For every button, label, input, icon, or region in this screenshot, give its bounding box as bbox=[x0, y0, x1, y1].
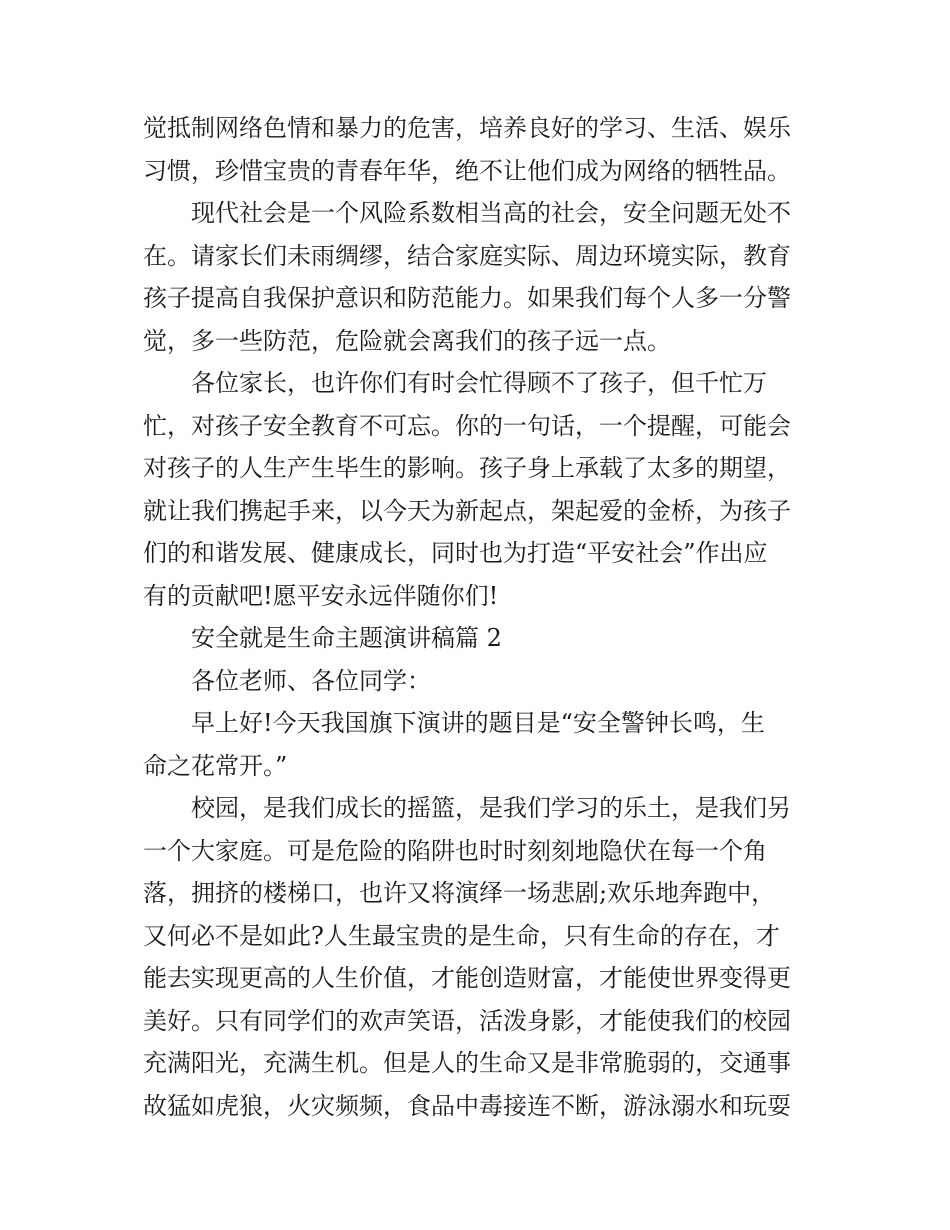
text-line: 能去实现更高的人生价值，才能创造财富，才能使世界变得更 bbox=[143, 964, 791, 992]
text-line: 觉，多一些防范，危险就会离我们的孩子远一点。 bbox=[143, 326, 671, 355]
text-line: 各位家长，也许你们有时会忙得顾不了孩子，但千忙万 bbox=[191, 369, 767, 397]
text-line: 忙，对孩子安全教育不可忘。你的一句话，一个提醒，可能会 bbox=[143, 411, 791, 440]
text-line: 一个大家庭。可是危险的陷阱也时时刻刻地隐伏在每一个角 bbox=[143, 836, 767, 865]
text-line: 们的和谐发展、健康成长，同时也为打造“平安社会”作出应 bbox=[143, 539, 768, 567]
text-line: 习惯，珍惜宝贵的青春年华，绝不让他们成为网络的牺牲品。 bbox=[143, 156, 791, 185]
section-heading: 安全就是生命主题演讲稿篇 2 bbox=[191, 624, 502, 652]
text-line: 又何必不是如此?人生最宝贵的是生命，只有生命的存在，才 bbox=[143, 921, 780, 950]
text-line: 充满阳光，充满生机。但是人的生命又是非常脆弱的，交通事 bbox=[143, 1049, 791, 1077]
text-line: 对孩子的人生产生毕生的影响。孩子身上承载了太多的期望， bbox=[143, 454, 791, 482]
text-line: 校园，是我们成长的摇篮，是我们学习的乐土，是我们另 bbox=[191, 794, 791, 822]
text-line: 有的贡献吧!愿平安永远伴随你们! bbox=[143, 581, 499, 610]
text-line: 孩子提高自我保护意识和防范能力。如果我们每个人多一分警 bbox=[143, 284, 791, 312]
text-line: 早上好!今天我国旗下演讲的题目是“安全警钟长鸣，生 bbox=[191, 709, 765, 737]
text-line: 故猛如虎狼，火灾频频，食品中毒接连不断，游泳溺水和玩耍 bbox=[143, 1091, 791, 1120]
salutation: 各位老师、各位同学： bbox=[191, 666, 431, 695]
text-line: 落，拥挤的楼梯口，也许又将演绎一场悲剧;欢乐地奔跑中， bbox=[143, 879, 776, 907]
document-body bbox=[143, 107, 813, 1127]
text-line: 现代社会是一个风险系数相当高的社会，安全问题无处不 bbox=[191, 199, 791, 227]
text-line: 命之花常开。” bbox=[143, 751, 288, 780]
text-line: 美好。只有同学们的欢声笑语，活泼身影，才能使我们的校园 bbox=[143, 1006, 791, 1035]
text-line: 就让我们携起手来，以今天为新起点，架起爱的金桥，为孩子 bbox=[143, 496, 791, 525]
text-line: 在。请家长们未雨绸缪，结合家庭实际、周边环境实际，教育 bbox=[143, 241, 791, 270]
text-line: 觉抵制网络色情和暴力的危害，培养良好的学习、生活、娱乐 bbox=[143, 114, 791, 142]
